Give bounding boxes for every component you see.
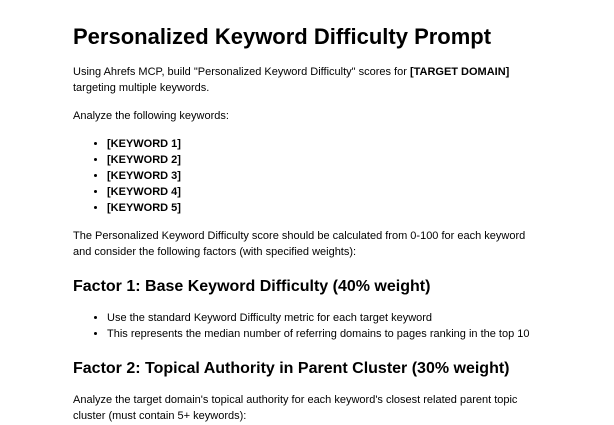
keyword-item-5: • [KEYWORD 5]	[107, 200, 541, 216]
factor2-heading: Factor 2: Topical Authority in Parent Cluster (30% weight)	[73, 360, 510, 377]
scoring-note-paragraph: The Personalized Keyword Difficulty score should be calculated from 0-100 for each keyword and consider the following factors (with specified weights):	[73, 230, 526, 258]
document-title: Personalized Keyword Difficulty Prompt	[73, 24, 492, 49]
factor1-bullet-2: • This represents the median number of referring domains to pages ranking in the top 10	[107, 326, 541, 342]
factor1-bullets	[73, 310, 541, 342]
keywords-list	[73, 136, 541, 216]
intro-text-after: targeting multiple keywords.	[73, 82, 210, 94]
analyze-keywords-line: Analyze the following keywords:	[73, 110, 229, 122]
keyword-item-2: • [KEYWORD 2]	[107, 152, 541, 168]
factor1-heading: Factor 1: Base Keyword Difficulty (40% weight)	[73, 278, 431, 295]
keyword-item-1: • [KEYWORD 1]	[107, 136, 541, 152]
target-domain-placeholder: [TARGET DOMAIN]	[409, 66, 510, 78]
keyword-item-3: • [KEYWORD 3]	[107, 168, 541, 184]
factor2-intro-paragraph: Analyze the target domain's topical authority for each keyword's closest related parent topic cluster (must contain 5+ keywords):	[73, 394, 518, 422]
intro-text-before: Using Ahrefs MCP, build "Personalized Keyword Difficulty" scores for	[73, 66, 410, 78]
factor1-bullet-1: • Use the standard Keyword Difficulty metric for each target keyword	[107, 310, 541, 326]
intro-paragraph	[73, 64, 541, 96]
keyword-item-4: • [KEYWORD 4]	[107, 184, 541, 200]
